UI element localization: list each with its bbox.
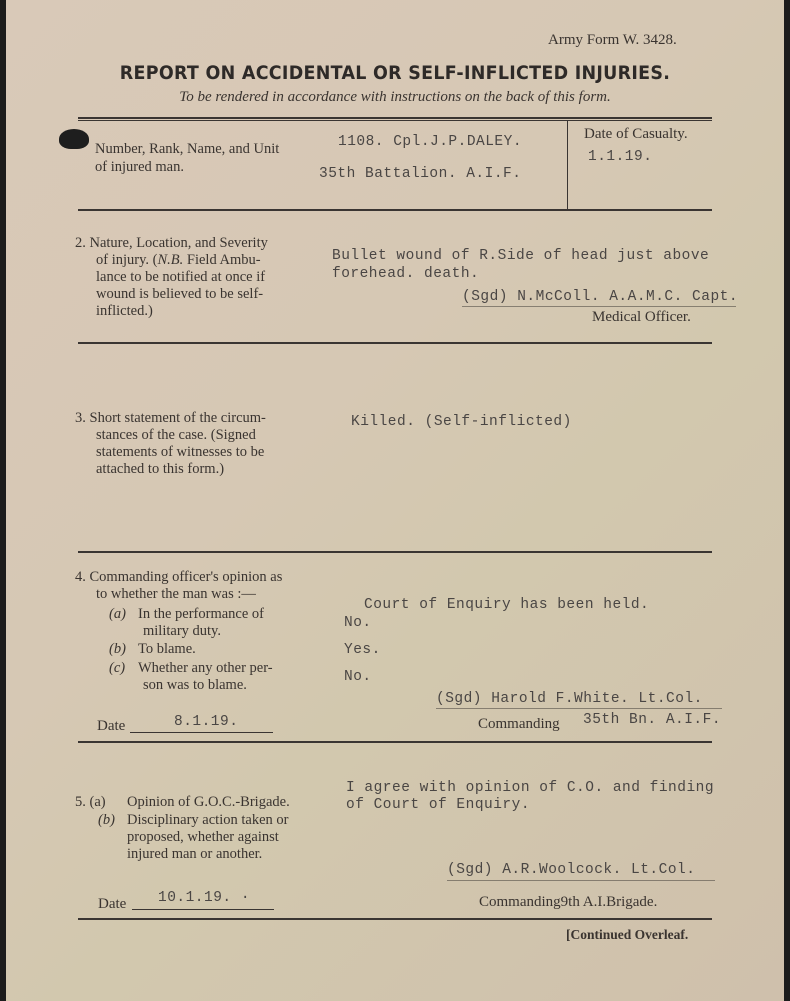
section5-date-label: Date (98, 896, 127, 912)
section2-signature-title: Medical Officer. (592, 309, 691, 325)
section4-c-line2: son was to blame. (143, 677, 247, 693)
section3-label-line4: attached to this form.) (96, 461, 225, 477)
section1-label-line1: Number, Rank, Name, and Unit (95, 141, 280, 157)
form-title: REPORT ON ACCIDENTAL OR SELF-INFLICTED INJURIES. (119, 62, 671, 84)
section3-value: Killed. (Self-inflicted) (351, 414, 572, 430)
rule-bottom (78, 918, 712, 920)
section2-value-line1: Bullet wound of R.Side of head just above (332, 248, 710, 264)
form-subtitle: To be rendered in accordance with instructions on the back of this form. (179, 89, 611, 105)
section5-value-line1: I agree with opinion of C.O. and finding (346, 780, 715, 796)
section2-label-line4: wound is believed to be self- (96, 286, 264, 302)
section4-date-line (130, 732, 273, 733)
section4-date-value: 8.1.19. (174, 714, 239, 730)
section5-signature-line (447, 880, 715, 881)
continued-overleaf: [Continued Overleaf. (566, 927, 689, 942)
section4-b-marker: (b) (109, 641, 126, 657)
section5-label-num: 5. (a) (75, 794, 106, 810)
section5-b-line2: proposed, whether against (127, 829, 279, 845)
section5-commanding: Commanding9th A.I.Brigade. (479, 894, 658, 910)
section5-b-marker: (b) (98, 812, 115, 828)
section4-b-text: To blame. (138, 641, 196, 657)
section2-signature-line (462, 306, 736, 307)
section1-name-value: 1108. Cpl.J.P.DALEY. (338, 134, 523, 150)
date-of-casualty-value: 1.1.19. (588, 149, 653, 165)
section2-signature: (Sgd) N.McColl. A.A.M.C. Capt. (462, 289, 739, 305)
form-number: Army Form W. 3428. (548, 32, 677, 48)
section4-answer-b: Yes. (344, 642, 381, 658)
section2-label-line2: of injury. (N.B. Field Ambu- (96, 252, 261, 268)
date-of-casualty-label: Date of Casualty. (584, 126, 688, 142)
section4-date-label: Date (97, 718, 126, 734)
section4-a-line1: In the performance of (138, 606, 265, 622)
section1-unit-value: 35th Battalion. A.I.F. (319, 166, 522, 182)
section1-label-line2: of injured man. (95, 159, 184, 175)
section2-label-line3: lance to be notified at once if (96, 269, 266, 285)
section4-note: Court of Enquiry has been held. (364, 597, 650, 613)
section5-date-line (132, 909, 274, 910)
rule-section2 (78, 342, 712, 344)
rule-top (78, 117, 712, 119)
section5-value-line2: of Court of Enquiry. (346, 797, 531, 813)
section1-divider (567, 121, 568, 209)
section4-commanding-value: 35th Bn. A.I.F. (583, 712, 722, 728)
section3-label-line1: 3. Short statement of the circum- (75, 410, 266, 426)
section3-label (75, 410, 321, 478)
rule-section4 (78, 741, 712, 743)
section4-signature: (Sgd) Harold F.White. Lt.Col. (436, 691, 703, 707)
section4-signature-line (436, 708, 722, 709)
section2-label (75, 235, 325, 320)
section5-b-line1: Disciplinary action taken or (127, 812, 289, 828)
section4-answer-c: No. (344, 669, 372, 685)
section2-value-line2: forehead. death. (332, 266, 480, 282)
section2-label-line1: 2. Nature, Location, and Severity (75, 235, 268, 251)
section5-date-value: 10.1.19. · (158, 890, 251, 906)
section4-label-line1: 4. Commanding officer's opinion as (75, 569, 283, 585)
section4-label-line2: to whether the man was :— (96, 586, 256, 602)
section4-a-line2: military duty. (143, 623, 221, 639)
section4-a-marker: (a) (109, 606, 126, 622)
section5-signature: (Sgd) A.R.Woolcock. Lt.Col. (447, 862, 696, 878)
section3-label-line2: stances of the case. (Signed (96, 427, 256, 443)
rule-section3 (78, 551, 712, 553)
section4-answer-a: No. (344, 615, 372, 631)
section4-c-line1: Whether any other per- (138, 660, 273, 676)
ink-blot (59, 129, 89, 149)
rule-section1 (78, 209, 712, 211)
section2-label-line5: inflicted.) (96, 303, 153, 319)
section3-label-line3: statements of witnesses to be (96, 444, 265, 460)
rule-top-thin (78, 120, 712, 121)
section4-c-marker: (c) (109, 660, 126, 676)
section5-b-line3: injured man or another. (127, 846, 263, 862)
section4-commanding-label: Commanding (478, 716, 560, 732)
section5-label-a: Opinion of G.O.C.-Brigade. (127, 794, 290, 810)
form-page (6, 0, 784, 1001)
